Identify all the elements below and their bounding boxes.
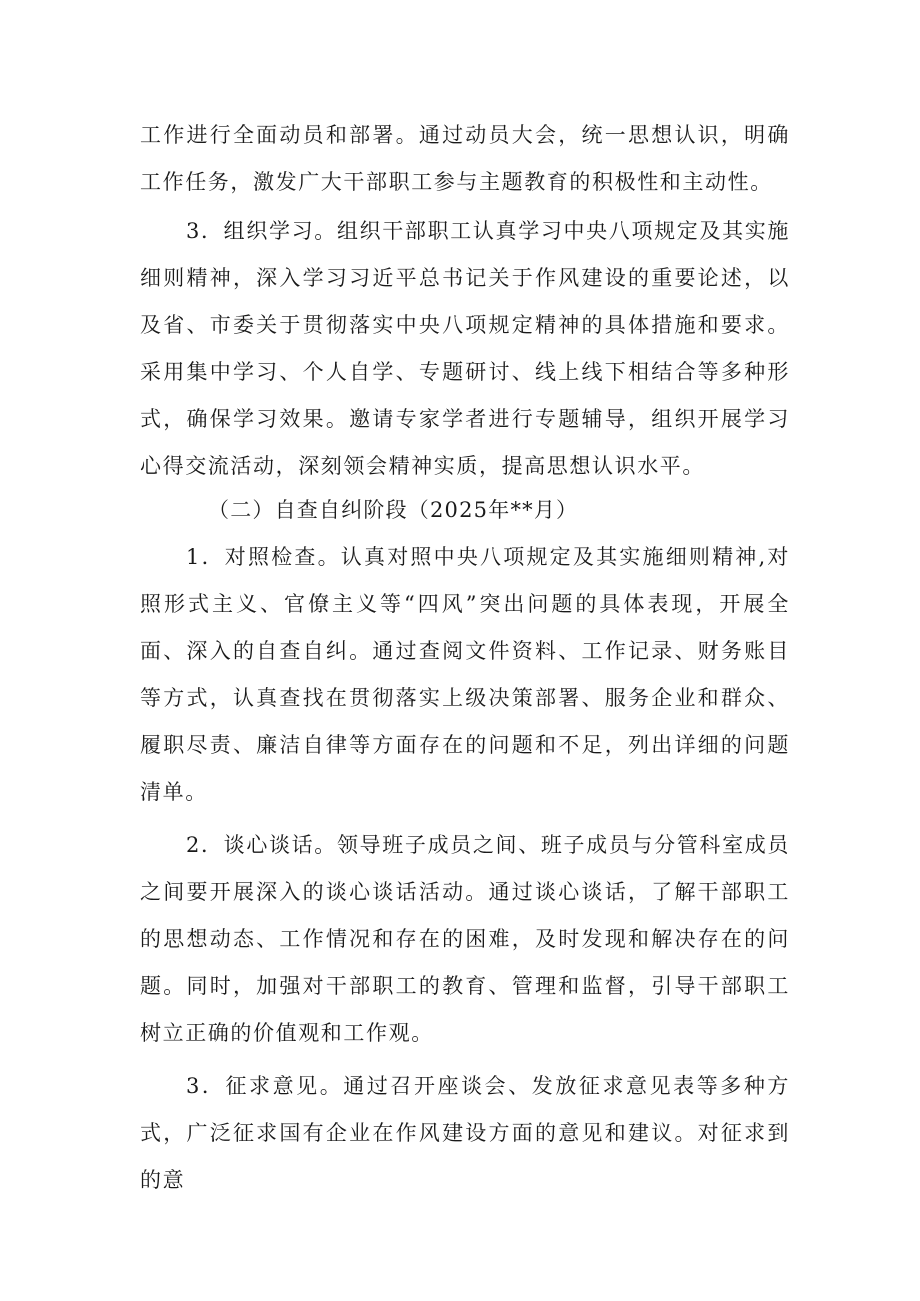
document-body xyxy=(140,112,790,1204)
paragraph-mobilization-continued: 工作进行全面动员和部署。通过动员大会，统一思想认识，明确工作任务，激发广大干部职工参与主题教育的积极性和主动性。 xyxy=(140,123,790,194)
paragraph-solicit-opinions: 3．征求意见。通过召开座谈会、发放征求意见表等多种方式，广泛征求国有企业在作风建设方面的意见和建议。对征求到的意 xyxy=(140,1074,790,1192)
section-heading-self-inspection: （二）自查自纠阶段（2025年**月） xyxy=(208,498,579,522)
paragraph-heart-to-heart-talk: 2．谈心谈话。领导班子成员之间、班子成员与分管科室成员之间要开展深入的谈心谈话活动。通过谈心谈话，了解干部职工的思想动态、工作情况和存在的困难，及时发现和解决存在的问题。同时，加强对干部职工的教育、管理和监督，引导干部职工树立正确的价值观和工作观。 xyxy=(140,833,790,1045)
paragraph-organize-study: 3．组织学习。组织干部职工认真学习中央八项规定及其实施细则精神，深入学习习近平总书记关于作风建设的重要论述，以及省、市委关于贯彻落实中央八项规定精神的具体措施和要求。采用集中学习、个人自学、专题研讨、线上线下相结合等多种形式，确保学习效果。邀请专家学者进行专题辅导，组织开展学习心得交流活动，深刻领会精神实质，提高思想认识水平。 xyxy=(140,219,790,478)
paragraph-compare-check: 1．对照检查。认真对照中央八项规定及其实施细则精神,对照形式主义、官僚主义等“四风”突出问题的具体表现，开展全面、深入的自查自纠。通过查阅文件资料、工作记录、财务账目等方式，认真查找在贯彻落实上级决策部署、服务企业和群众、履职尽责、廉洁自律等方面存在的问题和不足，列出详细的问题清单。 xyxy=(140,545,790,804)
